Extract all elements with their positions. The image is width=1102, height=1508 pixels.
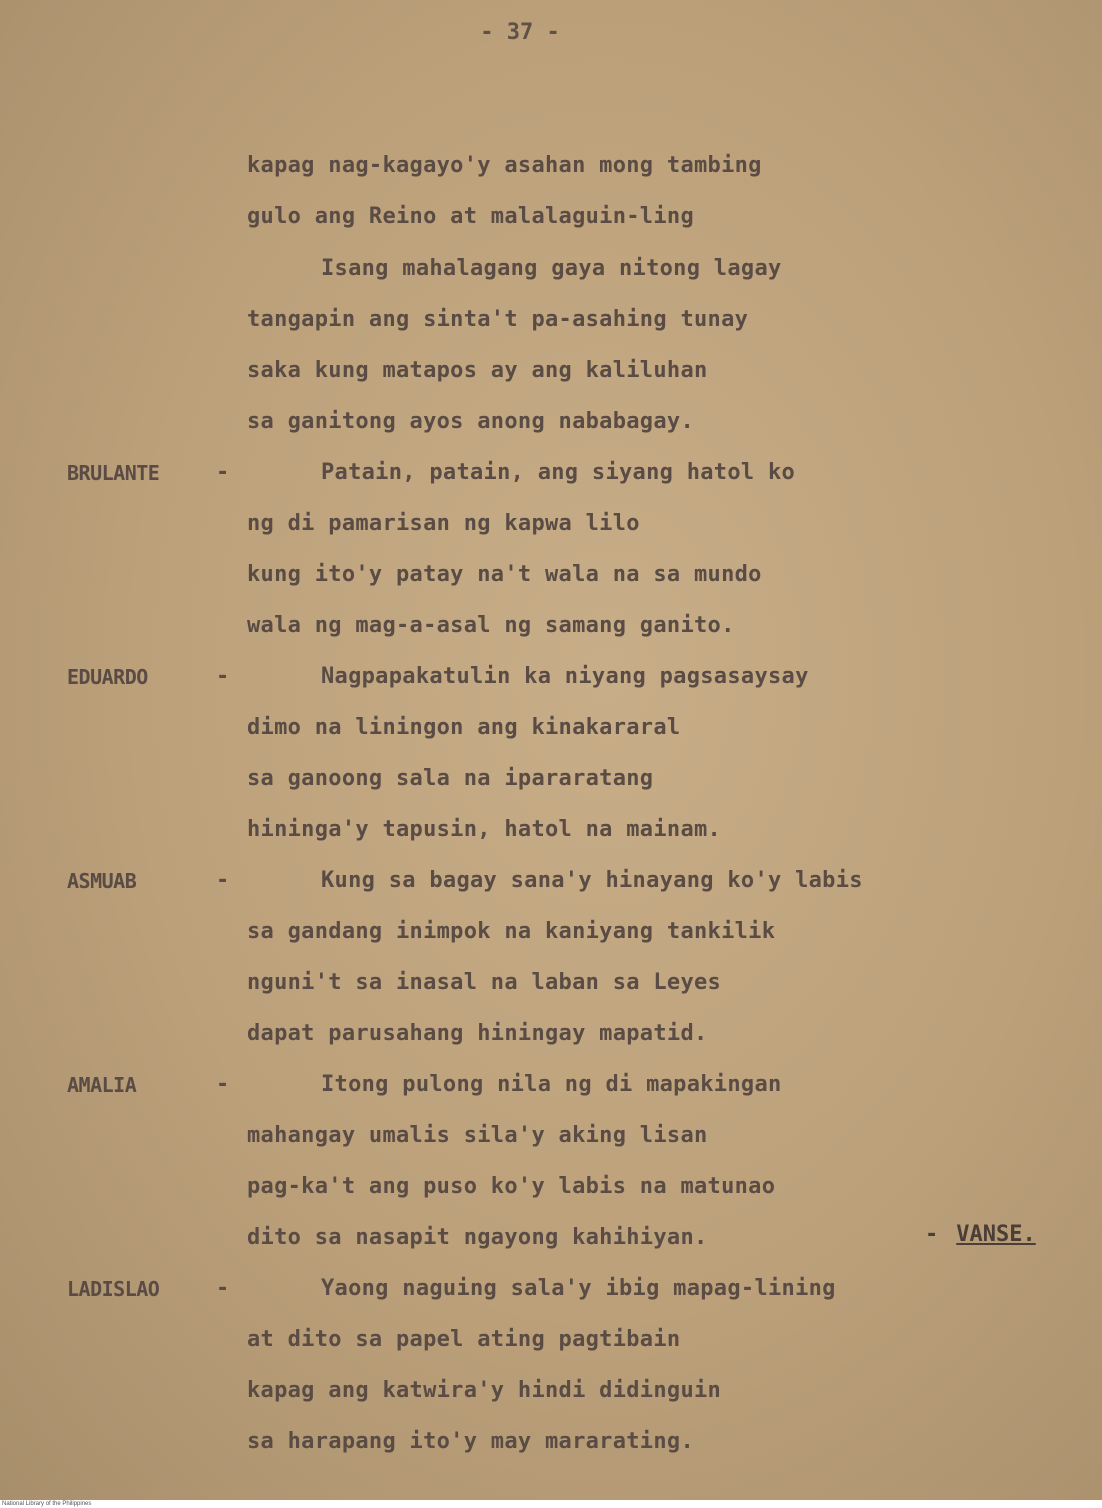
verse-line: kapag ang katwira'y hindi didinguin (247, 1378, 722, 1403)
verse-line: dimo na liningon ang kinakararal (247, 715, 681, 740)
speaker-name: BRULANTE (67, 461, 160, 485)
speaker-dash: - (216, 1276, 230, 1301)
speaker-name: EDUARDO (67, 665, 148, 689)
verse-line: gulo ang Reino at malalaguin-ling (247, 204, 694, 229)
speaker-name: ASMUAB (67, 869, 137, 893)
speaker-name: LADISLAO (67, 1277, 160, 1301)
verse-line: tangapin ang sinta't pa-asahing tunay (247, 307, 749, 332)
verse-line: wala ng mag-a-asal ng samang ganito. (247, 613, 735, 638)
verse-line: sa ganitong ayos anong nababagay. (247, 409, 694, 434)
verse-line: Yaong naguing sala'y ibig mapag-lining (321, 1276, 836, 1301)
verse-line: dapat parusahang hiningay mapatid. (247, 1021, 708, 1046)
verse-line: sa gandang inimpok na kaniyang tankilik (247, 919, 776, 944)
speaker-dash: - (216, 1072, 230, 1097)
verse-line: sa harapang ito'y may mararating. (247, 1429, 694, 1454)
verse-line: Isang mahalagang gaya nitong lagay (321, 256, 782, 281)
verse-line: Nagpapakatulin ka niyang pagsasaysay (321, 664, 809, 689)
verse-line: nguni't sa inasal na laban sa Leyes (247, 970, 722, 995)
verse-line: mahangay umalis sila'y aking lisan (247, 1123, 708, 1148)
verse-line: at dito sa papel ating pagtibain (247, 1327, 681, 1352)
speaker-dash: - (216, 460, 230, 485)
speaker-dash: - (216, 868, 230, 893)
verse-line: kung ito'y patay na't wala na sa mundo (247, 562, 762, 587)
verse-line: Itong pulong nila ng di mapakingan (321, 1072, 782, 1097)
stage-direction-text: VANSE. (956, 1222, 1036, 1247)
stage-direction (925, 1222, 1036, 1247)
verse-line: ng di pamarisan ng kapwa lilo (247, 511, 640, 536)
verse-line: Kung sa bagay sana'y hinayang ko'y labis (321, 868, 863, 893)
footer-credit: National Library of the Philippines (0, 1500, 1102, 1508)
speaker-name: AMALIA (67, 1073, 137, 1097)
speaker-dash: - (216, 664, 230, 689)
verse-line: Patain, patain, ang siyang hatol ko (321, 460, 796, 485)
stage-dash: - (925, 1222, 939, 1247)
verse-line: dito sa nasapit ngayong kahihiyan. (247, 1225, 708, 1250)
verse-line: saka kung matapos ay ang kaliluhan (247, 358, 708, 383)
verse-line: pag-ka't ang puso ko'y labis na matunao (247, 1174, 776, 1199)
verse-line: sa ganoong sala na ipararatang (247, 766, 654, 791)
page-number: - 37 - (480, 20, 560, 45)
verse-line: hininga'y tapusin, hatol na mainam. (247, 817, 722, 842)
verse-line: kapag nag-kagayo'y asahan mong tambing (247, 153, 762, 178)
